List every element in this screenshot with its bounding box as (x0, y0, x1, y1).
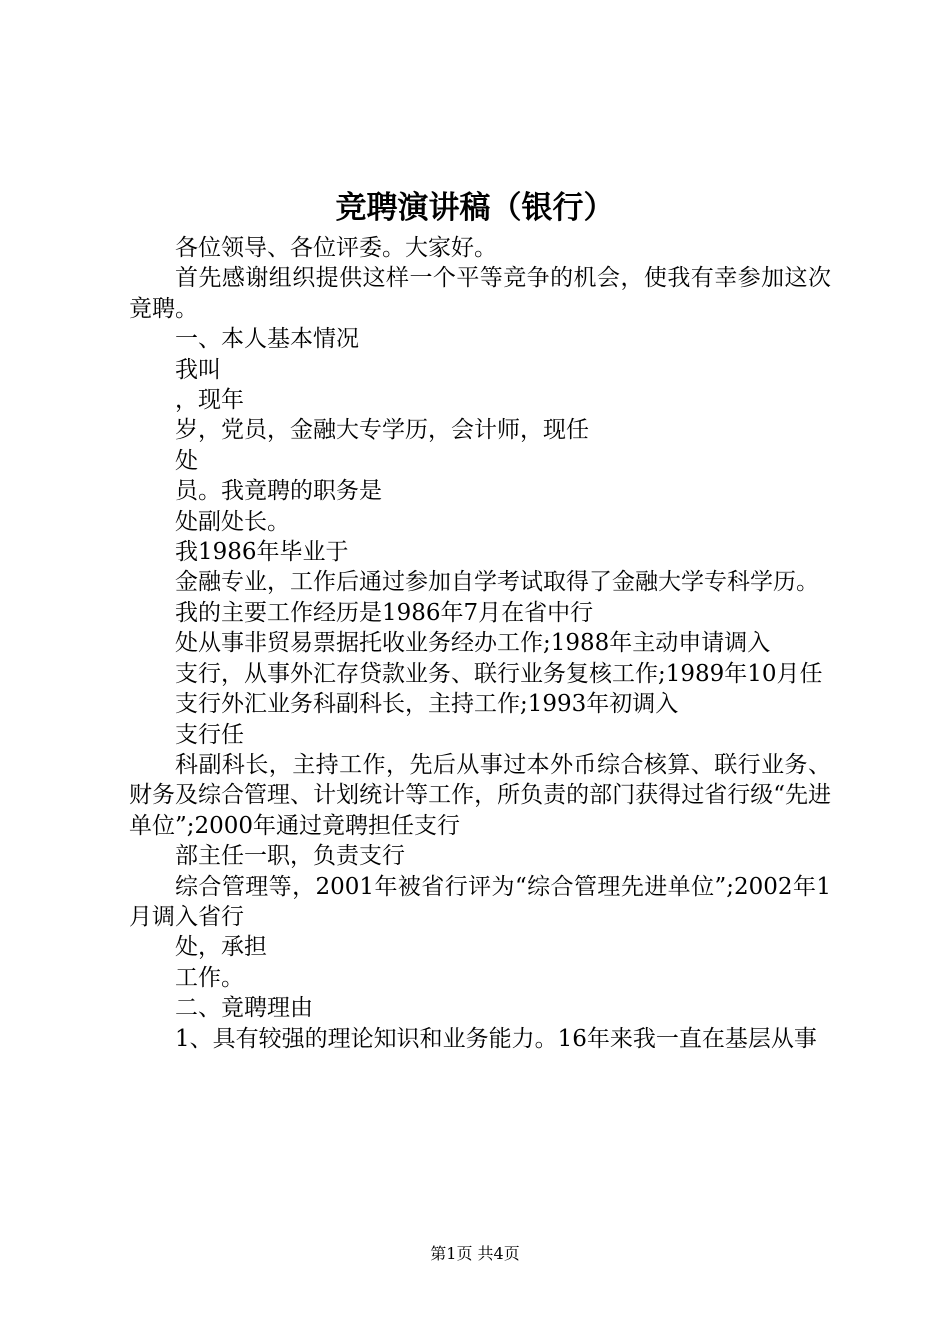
paragraph: 处 (175, 447, 198, 474)
paragraph: 我1986年毕业于 (175, 539, 349, 566)
paragraph: 部主任一职，负责支行 (175, 843, 405, 870)
document-body (129, 233, 831, 1054)
paragraph: 支行，从事外汇存贷款业务、联行业务复核工作;1989年10月任 (175, 660, 823, 687)
section-heading: 一、本人基本情况 (175, 326, 359, 353)
document-title: 竞聘演讲稿（银行） (335, 190, 615, 226)
paragraph: 处从事非贸易票据托收业务经办工作;1988年主动申请调入 (175, 630, 771, 657)
paragraph: 支行外汇业务科副科长，主持工作;1993年初调入 (175, 691, 679, 718)
paragraph: 科副科长，主持工作，先后从事过本外币综合核算、联行业务、财务及综合管理、计划统计等工作，所负责的部门获得过省行级“先进单位”;2000年通过竟聘担任支行 (129, 751, 831, 839)
paragraph: 工作。 (175, 964, 244, 991)
paragraph: 金融专业，工作后通过参加自学考试取得了金融大学专科学历。 (175, 569, 819, 596)
paragraph: 1、具有较强的理论知识和业务能力。16年来我一直在基层从事 (175, 1025, 817, 1052)
paragraph: 综合管理等，2001年被省行评为“综合管理先进单位”;2002年1月调入省行 (129, 873, 831, 930)
paragraph: 首先感谢组织提供这样一个平等竞争的机会，使我有幸参加这次竟聘。 (129, 265, 831, 322)
paragraph: 员。我竟聘的职务是 (175, 478, 382, 505)
paragraph: 各位领导、各位评委。大家好。 (175, 235, 497, 261)
page-footer (0, 1242, 950, 1266)
paragraph: 处，承担 (175, 934, 267, 961)
paragraph: 我叫 (175, 356, 221, 383)
section-heading: 二、竟聘理由 (175, 995, 313, 1022)
paragraph: 我的主要工作经历是1986年7月在省中行 (175, 599, 594, 626)
paragraph: ，现年 (175, 387, 244, 414)
paragraph: 支行任 (175, 721, 244, 748)
page-indicator: 第1页 共4页 (430, 1244, 520, 1263)
paragraph: 岁，党员，金融大专学历，会计师，现任 (175, 417, 589, 444)
paragraph: 处副处长。 (175, 508, 290, 535)
